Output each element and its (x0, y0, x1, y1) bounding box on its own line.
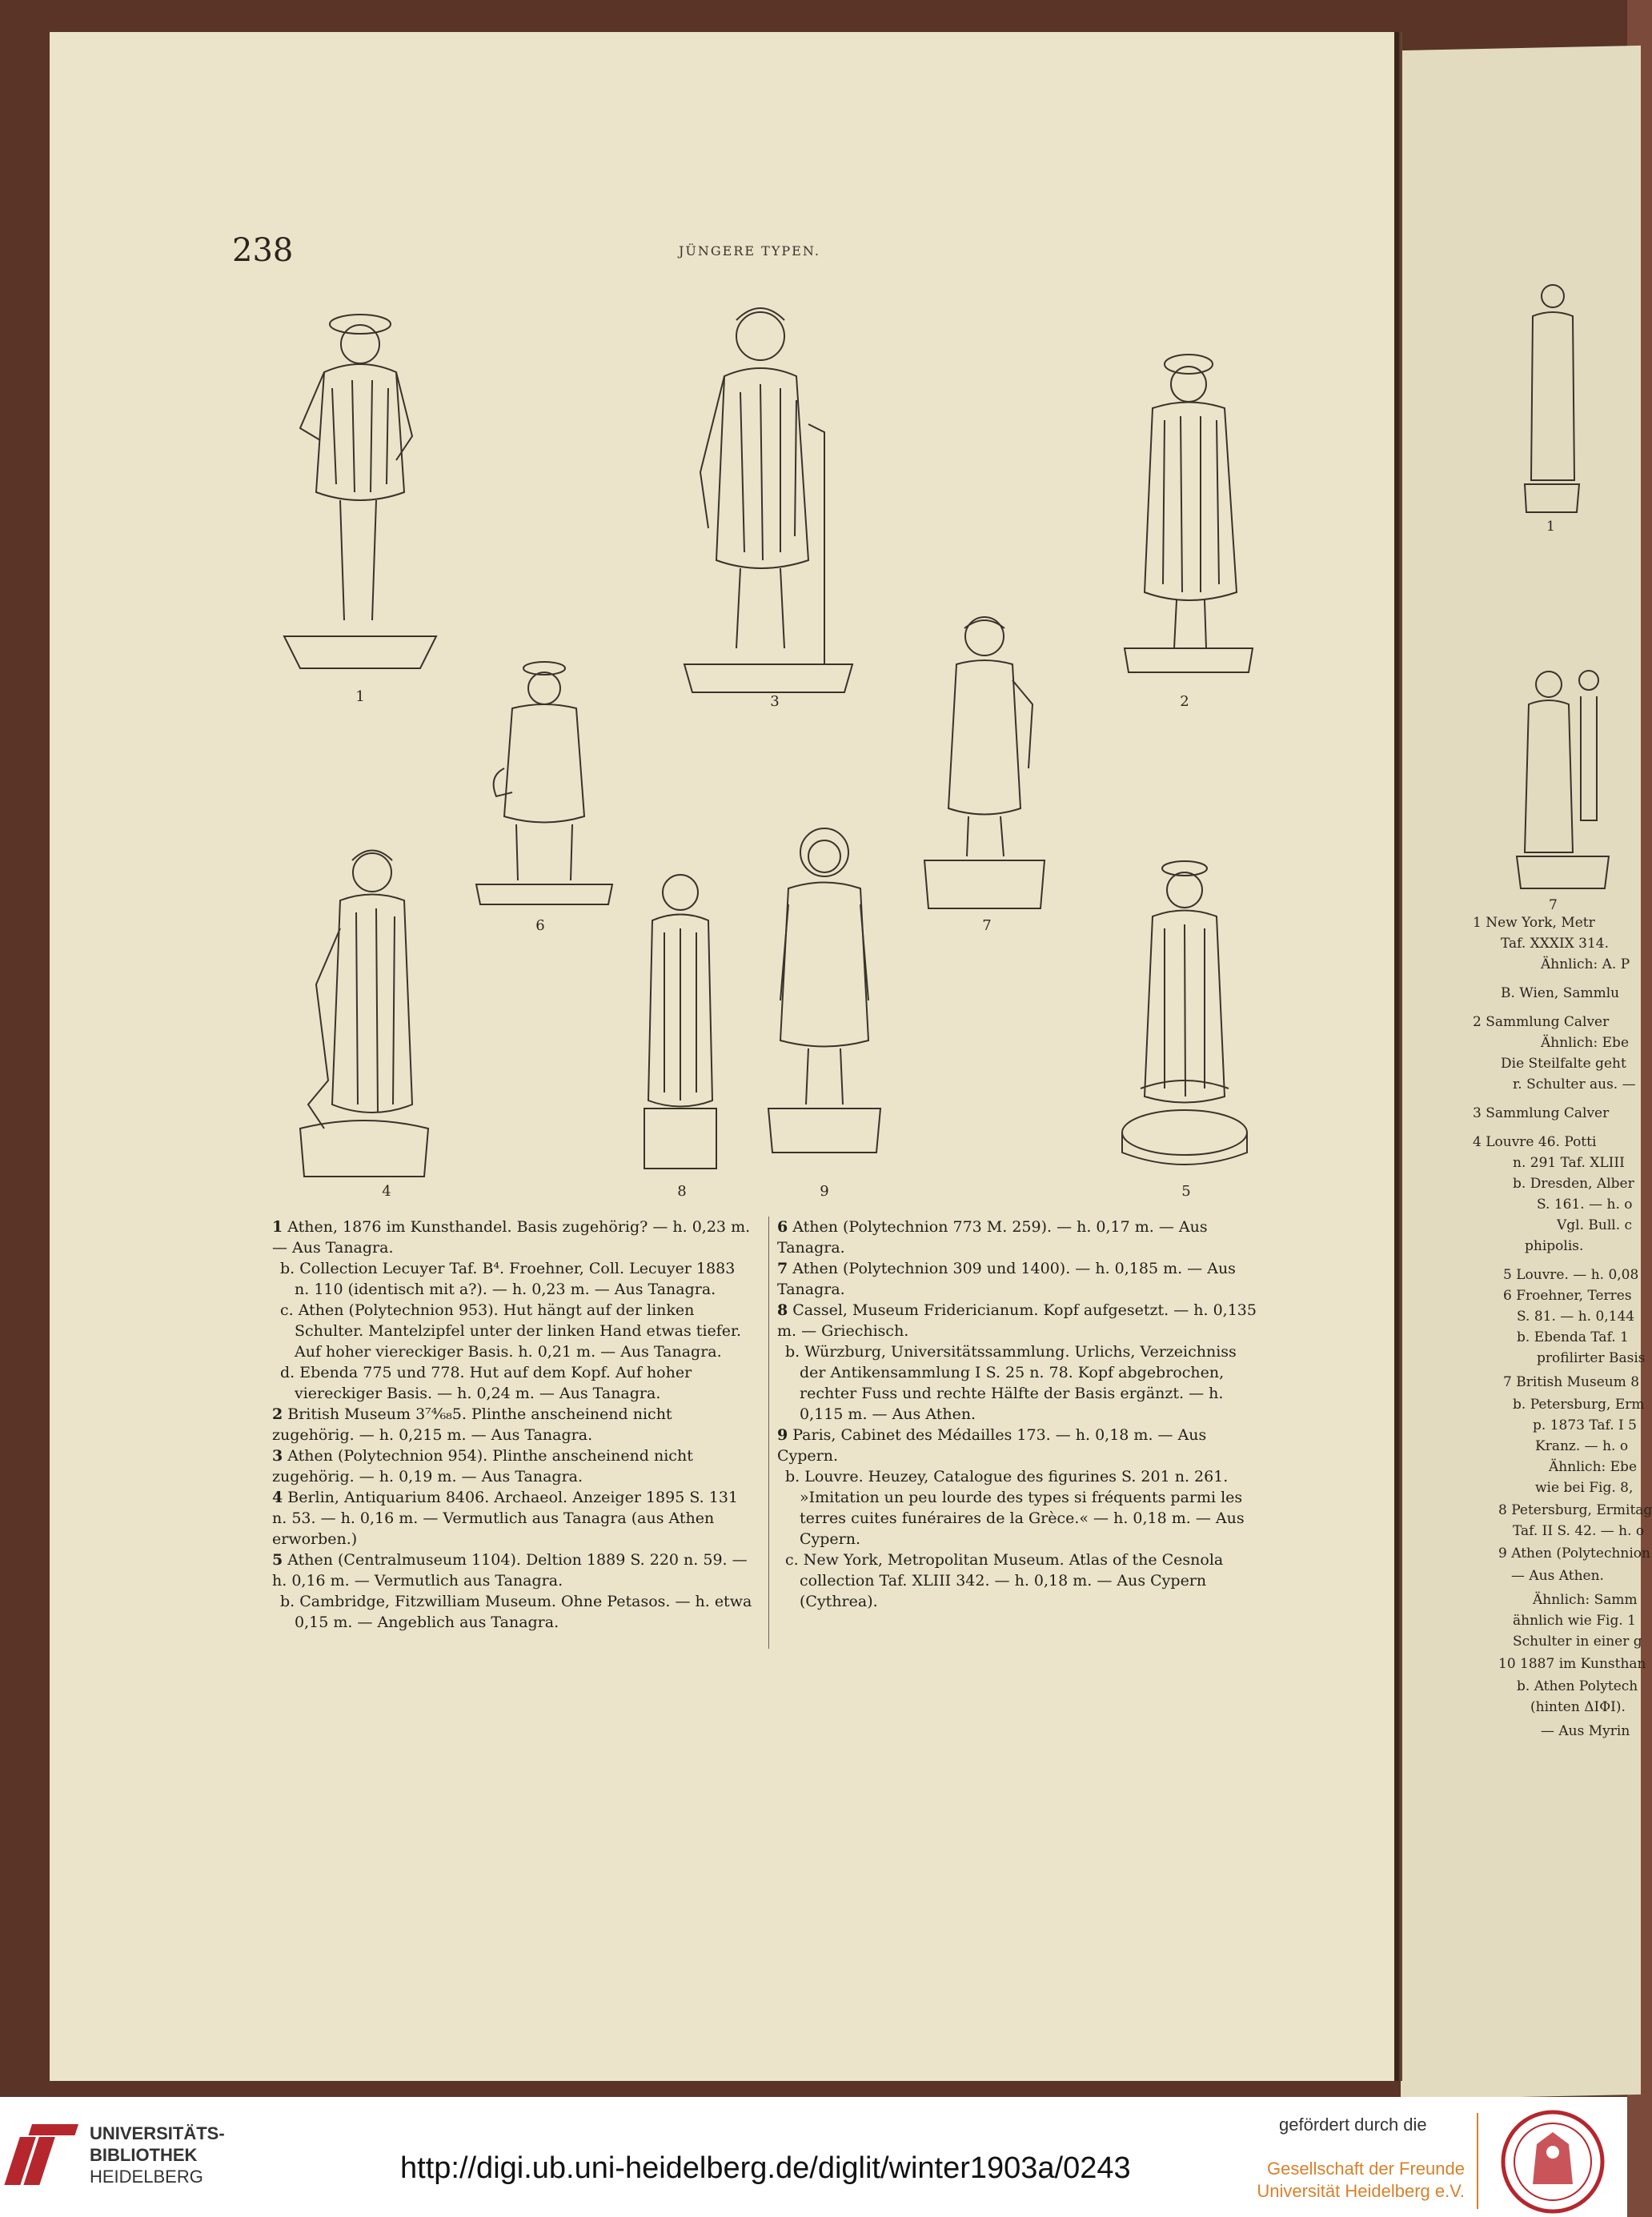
entry: 4 Berlin, Antiquarium 8406. Archaeol. Anzeiger 1895 S. 131 n. 53. — h. 0,16 m. — Vermutlich aus Tanagra (aus Athen erworben.) (272, 1489, 739, 1548)
ub-logo-icon[interactable] (18, 2119, 82, 2191)
figure-1-statuette (276, 300, 444, 676)
running-head: JÜNGERE TYPEN. (679, 243, 820, 259)
entry: c. Athen (Polytechnion 953). Hut hängt auf der linken Schulter. Mantelzipfel unter der linken Hand etwas tiefer. Auf hoher viereckiger Basis. h. 0,21 m. — Aus Tanagra. (280, 1301, 742, 1361)
permalink-url[interactable]: http://digi.ub.uni-heidelberg.de/diglit/winter1903a/0243 (400, 2151, 1131, 2185)
figure-label: 7 (982, 917, 992, 934)
figure-5-statuette (1117, 856, 1253, 1169)
entry: 1 Athen, 1876 im Kunsthandel. Basis zugehörig? — h. 0,23 m. — Aus Tanagra. (272, 1218, 751, 1257)
figure-label: 4 (382, 1183, 391, 1200)
university-seal-icon[interactable] (1497, 2108, 1609, 2215)
entry: 7 Athen (Polytechnion 309 und 1400). — h. 0,185 m. — Aus Tanagra. (777, 1260, 1236, 1298)
right-column (768, 1217, 1257, 1649)
entry: c. New York, Metropolitan Museum. Atlas of the Cesnola collection Taf. XLIII 342. — h. 0,18 m. — Aus Cypern (Cythrea). (785, 1551, 1224, 1610)
figure-label: 8 (677, 1183, 687, 1200)
figure-7-statuette (920, 608, 1049, 912)
figure-label: 1 (355, 688, 365, 705)
figure-label: 5 (1181, 1183, 1191, 1200)
entry: 9 Paris, Cabinet des Médailles 173. — h. 0,18 m. — Aus Cypern. (777, 1426, 1207, 1465)
entry: 5 Athen (Centralmuseum 1104). Deltion 1889 S. 220 n. 59. — h. 0,16 m. — Vermutlich aus Tanagra. (272, 1551, 748, 1590)
figure-3-statuette (668, 296, 860, 696)
figure-9-statuette (764, 824, 884, 1161)
entry: b. Collection Lecuyer Taf. B⁴. Froehner, Coll. Lecuyer 1883 n. 110 (identisch mit a?). — h. 0,23 m. — Aus Tanagra. (280, 1260, 736, 1298)
entry: b. Cambridge, Fitzwilliam Museum. Ohne Petasos. — h. etwa 0,15 m. — Angeblich aus Tanagra. (280, 1593, 752, 1631)
entry: 2 British Museum 3⁷⁴⁄₆₈5. Plinthe anscheinend nicht zugehörig. — h. 0,215 m. — Aus Tanagra. (272, 1405, 672, 1444)
entry: b. Würzburg, Universitätssammlung. Urlichs, Verzeichniss der Antikensammlung I S. 25 n. 78. Kopf abgebrochen, rechter Fuss und rechte Hälfte der Basis ergänzt. — h. 0,115 m. — Aus Athen. (785, 1343, 1237, 1423)
facing-figure-7 (1517, 660, 1613, 892)
figure-6-statuette (468, 656, 620, 912)
footer-divider (1477, 2113, 1478, 2209)
figure-label: 2 (1180, 693, 1189, 710)
funded-by-label: gefördert durch die (1279, 2115, 1427, 2135)
entry: 8 Cassel, Museum Fridericianum. Kopf aufgesetzt. — h. 0,135 m. — Griechisch. (777, 1301, 1257, 1340)
entry: 6 Athen (Polytechnion 773 M. 259). — h. 0,17 m. — Aus Tanagra. (777, 1218, 1208, 1257)
figure-label: 3 (770, 693, 780, 710)
figure-label: 9 (820, 1183, 829, 1200)
library-name[interactable]: UNIVERSITÄTS- BIBLIOTHEK HEIDELBERG (90, 2123, 225, 2187)
catalogue-text (272, 1217, 1265, 1649)
page-number: 238 (232, 232, 294, 269)
facing-figure-1 (1517, 280, 1581, 520)
entry: b. Louvre. Heuzey, Catalogue des figurines S. 201 n. 261. »Imitation un peu lourde des types si fréquents parmi les terres cuites funéraires de la Grèce.« — h. 0,18 m. — Aus Cypern. (785, 1468, 1245, 1548)
facing-label: 1 (1546, 519, 1555, 535)
figure-2-statuette (1117, 344, 1261, 680)
entry: 3 Athen (Polytechnion 954). Plinthe anscheinend nicht zugehörig. — h. 0,19 m. — Aus Tanagra. (272, 1447, 693, 1485)
society-name[interactable]: Gesellschaft der Freunde Universität Heidelberg e.V. (1257, 2159, 1465, 2201)
facing-label: 7 (1549, 897, 1558, 913)
figure-label: 6 (535, 917, 545, 934)
entry: d. Ebenda 775 und 778. Hut auf dem Kopf. Auf hoher viereckiger Basis. — h. 0,24 m. — Aus Tanagra. (280, 1364, 692, 1402)
figure-8-statuette (636, 868, 724, 1173)
figure-4-statuette (292, 840, 436, 1185)
left-column (272, 1217, 752, 1633)
